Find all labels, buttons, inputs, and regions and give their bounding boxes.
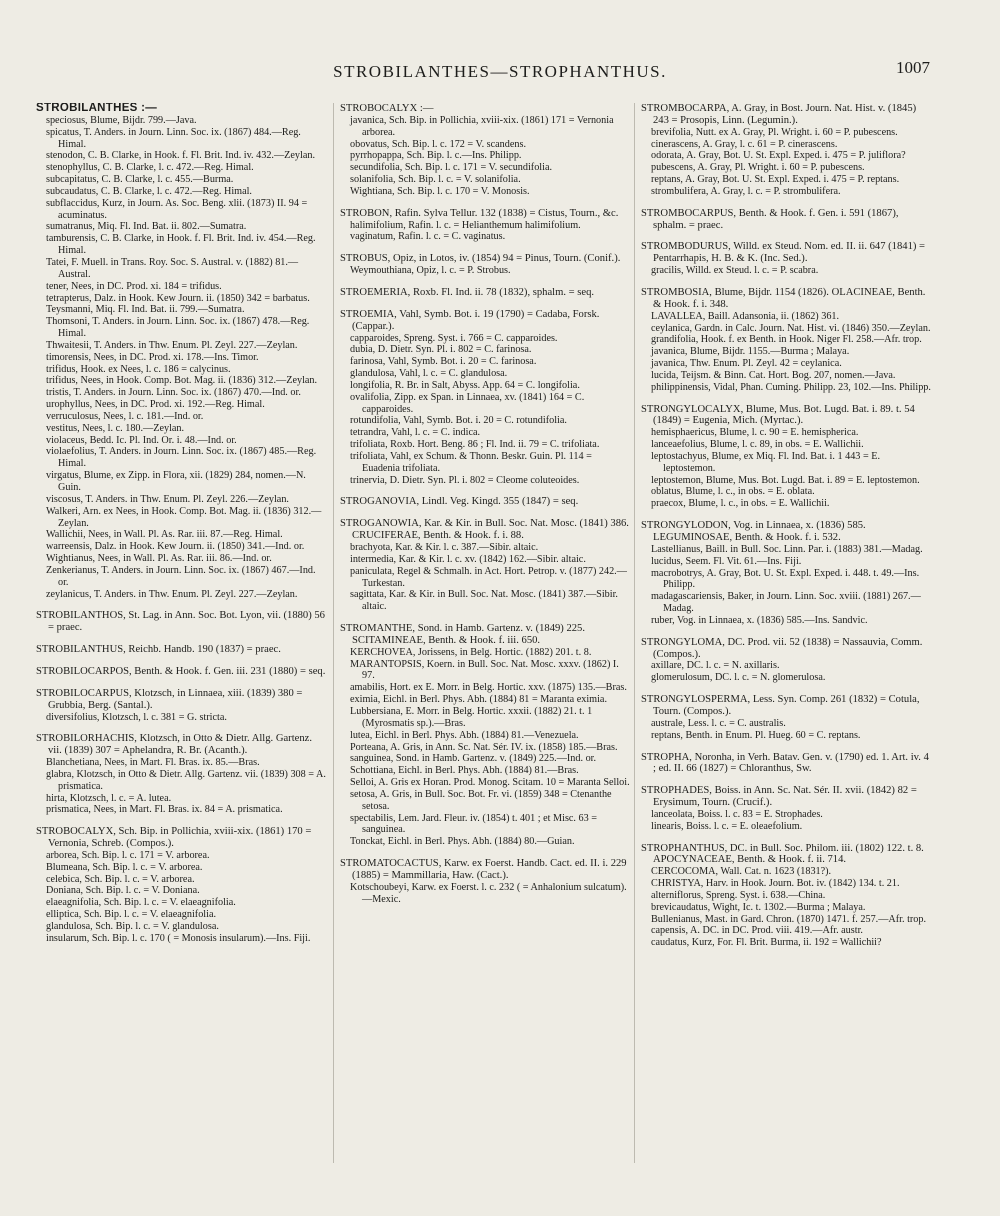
- species-entry: Weymouthiana, Opiz, l. c. = P. Strobus.: [350, 265, 511, 277]
- species-entry: KERCHOVEA, Jorissens, in Belg. Hortic. (1882) 201. t. 8.: [350, 646, 592, 658]
- species-entry: tristis, T. Anders. in Journ. Linn. Soc. ix. (1867) 470.—Ind. or.: [46, 387, 301, 399]
- species-entry: subcapitatus, C. B. Clarke, l. c. 455.—Burma.: [46, 174, 234, 186]
- genus-entry: STROEMERIA, Roxb. Fl. Ind. ii. 78 (1832), sphalm. = seq.: [340, 286, 595, 298]
- species-entry: lutea, Eichl. in Berl. Phys. Abh. (1884) 81.—Venezuela.: [350, 729, 579, 741]
- species-entry: praecox, Blume, l. c., in obs. = E. Wallichii.: [651, 498, 830, 510]
- species-entry: javanica, Sch. Bip. in Pollichia, xviii-xix. (1861) 171 = Vernonia arborea.: [350, 114, 614, 138]
- species-entry: alterniflorus, Spreng. Syst. i. 638.—China.: [651, 889, 826, 901]
- species-entry: reptans, A. Gray, Bot. U. St. Expl. Exped. i. 475 = P. reptans.: [651, 174, 900, 186]
- species-entry: eximia, Eichl. in Berl. Phys. Abh. (1884) 81 = Maranta eximia.: [350, 694, 607, 706]
- species-entry: Tonckat, Eichl. in Berl. Phys. Abh. (1884) 80.—Guian.: [350, 836, 575, 848]
- species-entry: farinosa, Vahl, Symb. Bot. i. 20 = C. farinosa.: [350, 356, 537, 368]
- species-entry: trifoliata, Roxb. Hort. Beng. 86 ; Fl. Ind. ii. 79 = C. trifoliata.: [350, 439, 600, 451]
- species-entry: trifidus, Hook. ex Nees, l. c. 186 = calycinus.: [46, 363, 231, 375]
- species-entry: leptostachyus, Blume, ex Miq. Fl. Ind. Bat. i. 1 443 = E. leptostemon.: [651, 450, 881, 474]
- species-entry: brachyota, Kar. & Kir. l. c. 387.—Sibir. altaic.: [350, 542, 539, 553]
- species-entry: sumatranus, Miq. Fl. Ind. Bat. ii. 802.—Sumatra.: [46, 221, 247, 233]
- species-entry: odorata, A. Gray, Bot. U. St. Expl. Exped. i. 475 = P. juliflora?: [651, 150, 906, 162]
- species-entry: Blumeana, Sch. Bip. l. c. = V. arborea.: [46, 861, 203, 873]
- species-entry: CERCOCOMA, Wall. Cat. n. 1623 (1831?).: [651, 866, 832, 878]
- species-entry: spectabilis, Lem. Jard. Fleur. iv. (1854) t. 401 ; et Misc. 63 = sanguinea.: [350, 812, 598, 836]
- genus-entry: STROBUS, Opiz, in Lotos, iv. (1854) 94 = Pinus, Tourn. (Conif.).: [340, 253, 621, 265]
- page-number: 1007: [896, 58, 930, 77]
- species-entry: tetrapterus, Dalz. in Hook. Kew Journ. ii. (1850) 342 = barbatus.: [46, 292, 310, 304]
- species-entry: warreensis, Dalz. in Hook. Kew Journ. ii. (1850) 341.—Ind. or.: [46, 541, 305, 553]
- species-entry: subflaccidus, Kurz, in Journ. As. Soc. Beng. xlii. (1873) II. 94 = acuminatus.: [46, 197, 308, 221]
- species-entry: pyrrhopappa, Sch. Bip. l. c.—Ins. Philipp.: [350, 150, 522, 162]
- genus-heading: STROBILANTHES :—: [36, 103, 158, 114]
- species-entry: vaginatum, Rafin. l. c. = C. vaginatus.: [350, 231, 506, 243]
- species-entry: zeylanicus, T. Anders. in Thw. Enum. Pl. Zeyl. 227.—Zeylan.: [46, 588, 298, 600]
- genus-entry: STROGANOWIA, Kar. & Kir. in Bull. Soc. Nat. Mosc. (1841) 386. CRUCIFERAE, Benth. & Hook. f. i. 88.: [340, 518, 629, 542]
- species-entry: stenodon, C. B. Clarke, in Hook. f. Fl. Brit. Ind. iv. 432.—Zeylan.: [46, 150, 316, 162]
- species-entry: strombulifera, A. Gray, l. c. = P. strombulifera.: [651, 185, 841, 197]
- genus-entry: STRONGYLOMA, DC. Prod. vii. 52 (1838) = Nassauvia, Comm. (Compos.).: [641, 636, 923, 660]
- genus-entry: STROBOCALYX, Sch. Bip. in Pollichia, xviii-xix. (1861) 170 = Vernonia, Schreb. (Compos.).: [36, 826, 312, 850]
- species-entry: LAVALLEA, Baill. Adansonia, ii. (1862) 361.: [651, 310, 840, 322]
- species-entry: stenophyllus, C. B. Clarke, l. c. 472.—Reg. Himal.: [46, 162, 254, 174]
- species-entry: Teysmanni, Miq. Fl. Ind. Bat. ii. 799.—Sumatra.: [46, 304, 245, 316]
- species-entry: gracilis, Willd. ex Steud. l. c. = P. scabra.: [651, 265, 819, 277]
- species-entry: ceylanica, Gardn. in Calc. Journ. Nat. Hist. vi. (1846) 350.—Zeylan.: [651, 322, 931, 334]
- species-entry: virgatus, Blume, ex Zipp. in Flora, xii. (1829) 284, nomen.—N. Guin.: [46, 470, 306, 493]
- species-entry: rotundifolia, Vahl, Symb. Bot. i. 20 = C. rotundifolia.: [350, 415, 567, 427]
- species-entry: Lastellianus, Baill. in Bull. Soc. Linn. Par. i. (1883) 381.—Madag.: [651, 543, 923, 555]
- species-entry: reptans, Benth. in Enum. Pl. Hueg. 60 = C. reptans.: [651, 729, 861, 741]
- species-entry: glomerulosum, DC. l. c. = N. glomerulosa.: [651, 672, 826, 684]
- species-entry: amabilis, Hort. ex E. Morr. in Belg. Hortic. xxv. (1875) 135.—Bras.: [350, 682, 627, 694]
- species-entry: Walkeri, Arn. ex Nees, in Hook. Comp. Bot. Mag. ii. (1836) 312.—Zeylan.: [46, 505, 322, 529]
- species-entry: spicatus, T. Anders. in Journ. Linn. Soc. ix. (1867) 484.—Reg. Himal.: [46, 126, 301, 150]
- species-entry: sagittata, Kar. & Kir. in Bull. Soc. Nat. Mosc. (1841) 387.—Sibir. altaic.: [350, 589, 618, 613]
- species-entry: javanica, Blume, Bijdr. 1155.—Burma ; Malaya.: [651, 346, 850, 358]
- species-entry: obovatus, Sch. Bip. l. c. 172 = V. scandens.: [350, 138, 527, 150]
- genus-entry: STROMBODURUS, Willd. ex Steud. Nom. ed. II. ii. 647 (1841) = Pentarrhapis, H. B. & K. (Inc. Sed.).: [641, 241, 926, 265]
- species-entry: secundifolia, Sch. Bip. l. c. 171 = V. secundifolia.: [350, 162, 553, 174]
- species-entry: Kotschoubeyi, Karw. ex Foerst. l. c. 232 ( = Anhalonium sulcatum).—Mexic.: [350, 881, 627, 905]
- species-entry: Wallichii, Nees, in Wall. Pl. As. Rar. iii. 87.—Reg. Himal.: [46, 529, 283, 541]
- species-entry: tamburensis, C. B. Clarke, in Hook. f. Fl. Brit. Ind. iv. 454.—Reg. Himal.: [46, 233, 316, 257]
- species-entry: glandulosa, Vahl, l. c. = C. glandulosa.: [350, 368, 508, 380]
- genus-entry: STROMBOCARPUS, Benth. & Hook. f. Gen. i. 591 (1867), sphalm. = praec.: [641, 207, 899, 231]
- species-entry: elliptica, Sch. Bip. l. c. = V. elaeagnifolia.: [46, 909, 217, 921]
- species-entry: Wightiana, Sch. Bip. l. c. 170 = V. Monosis.: [350, 185, 530, 197]
- genus-entry: STROMBOCARPA, A. Gray, in Bost. Journ. Nat. Hist. v. (1845) 243 = Prosopis, Linn. (Legumin.).: [641, 103, 917, 126]
- species-entry: caudatus, Kurz, For. Fl. Brit. Burma, ii. 192 = Wallichii?: [651, 937, 882, 949]
- species-entry: Lubbersiana, E. Morr. in Belg. Hortic. xxxii. (1882) 21. t. 1 (Myrosmatis sp.).—Bras.: [350, 705, 593, 729]
- species-entry: sanguinea, Sond. in Hamb. Gartenz. v. (1849) 225.—Ind. or.: [350, 753, 597, 765]
- species-entry: javanica, Thw. Enum. Pl. Zeyl. 42 = ceylanica.: [651, 358, 842, 370]
- species-entry: axillare, DC. l. c. = N. axillaris.: [651, 660, 780, 672]
- species-entry: urophyllus, Nees, in DC. Prod. xi. 192.—Reg. Himal.: [46, 399, 265, 411]
- species-entry: cinerascens, A. Gray, l. c. 61 = P. cinerascens.: [651, 138, 838, 150]
- genus-entry: STRONGYLODON, Vog. in Linnaea, x. (1836) 585. LEGUMINOSAE, Benth. & Hook. f. i. 532.: [641, 520, 866, 543]
- species-entry: celebica, Sch. Bip. l. c. = V. arborea.: [46, 873, 195, 885]
- column-3: [641, 103, 933, 1183]
- species-entry: MARANTOPSIS, Koern. in Bull. Soc. Nat. Mosc. xxxv. (1862) I. 97.: [350, 658, 619, 682]
- species-entry: prismatica, Nees, in Mart. Fl. Bras. ix. 84 = A. prismatica.: [46, 804, 283, 816]
- species-entry: ovalifolia, Zipp. ex Span. in Linnaea, xv. (1841) 164 = C. capparoides.: [350, 391, 585, 415]
- species-entry: lucidus, Seem. Fl. Vit. 61.—Ins. Fiji.: [651, 555, 802, 567]
- species-entry: subcaudatus, C. B. Clarke, l. c. 472.—Reg. Himal.: [46, 185, 252, 197]
- species-entry: Blanchetiana, Nees, in Mart. Fl. Bras. ix. 85.—Bras.: [46, 757, 260, 769]
- species-entry: Thwaitesii, T. Anders. in Thw. Enum. Pl. Zeyl. 227.—Zeylan.: [46, 339, 298, 351]
- genus-entry: STRONGYLOCALYX, Blume, Mus. Bot. Lugd. Bat. i. 89. t. 54 (1849) = Eugenia, Mich. (Myrtac.).: [641, 403, 915, 427]
- species-entry: elaeagnifolia, Sch. Bip. l. c. = V. elaeagnifolia.: [46, 897, 236, 909]
- species-entry: ruber, Vog. in Linnaea, x. (1836) 585.—Ins. Sandvic.: [651, 614, 868, 626]
- species-entry: capensis, A. DC. in DC. Prod. viii. 419.—Afr. austr.: [651, 925, 863, 937]
- species-entry: oblatus, Blume, l. c., in obs. = E. oblata.: [651, 486, 815, 498]
- species-entry: paniculata, Regel & Schmalh. in Act. Hort. Petrop. v. (1877) 242.—Turkestan.: [350, 565, 627, 589]
- species-entry: lucida, Teijsm. & Binn. Cat. Hort. Bog. 207, nomen.—Java.: [651, 369, 896, 381]
- genus-entry: STROBON, Rafin. Sylva Tellur. 132 (1838) = Cistus, Tourn., &c.: [340, 207, 619, 219]
- species-entry: trifoliata, Vahl, ex Schum. & Thonn. Beskr. Guin. Pl. 114 = Euadenia trifoliata.: [350, 450, 592, 474]
- genus-entry: STROMBOSIA, Blume, Bijdr. 1154 (1826). OLACINEAE, Benth. & Hook. f. i. 348.: [641, 286, 926, 310]
- species-entry: Schottiana, Eichl. in Berl. Phys. Abh. (1884) 81.—Bras.: [350, 765, 579, 777]
- species-entry: timorensis, Nees, in DC. Prod. xi. 178.—Ins. Timor.: [46, 351, 259, 363]
- species-entry: philippinensis, Vidal, Phan. Cuming. Philipp. 23, 102.—Ins. Philipp.: [651, 381, 931, 393]
- species-entry: setosa, A. Gris, in Bull. Soc. Bot. Fr. vi. (1859) 348 = Ctenanthe setosa.: [350, 788, 612, 812]
- species-entry: linearis, Boiss. l. c. = E. oleaefolium.: [651, 820, 803, 832]
- species-entry: tener, Nees, in DC. Prod. xi. 184 = trifidus.: [46, 280, 222, 292]
- genus-entry: STROBILANTHOS, St. Lag. in Ann. Soc. Bot. Lyon, vii. (1880) 56 = praec.: [36, 610, 325, 634]
- species-entry: madagascariensis, Baker, in Journ. Linn. Soc. xviii. (1881) 267.—Madag.: [651, 591, 921, 615]
- species-entry: Selloi, A. Gris ex Horan. Prod. Monog. Scitam. 10 = Maranta Selloi.: [350, 777, 630, 789]
- column-rule: [634, 103, 635, 1163]
- genus-entry: STRONGYLOSPERMA, Less. Syn. Comp. 261 (1832) = Cotula, Tourn. (Compos.).: [641, 694, 920, 717]
- genus-entry: STROBILOCARPOS, Benth. & Hook. f. Gen. iii. 231 (1880) = seq.: [36, 665, 326, 677]
- species-entry: verruculosus, Nees, l. c. 181.—Ind. or.: [46, 410, 204, 422]
- species-entry: insularum, Sch. Bip. l. c. 170 ( = Monosis insularum).—Ins. Fiji.: [46, 932, 311, 944]
- species-entry: Tatei, F. Muell. in Trans. Roy. Soc. S. Austral. v. (1882) 81.—Austral.: [46, 256, 299, 280]
- species-entry: tetrandra, Vahl, l. c. = C. indica.: [350, 427, 481, 439]
- species-entry: hemisphaericus, Blume, l. c. 90 = E. hemispherica.: [651, 427, 859, 439]
- species-entry: glabra, Klotzsch, in Otto & Dietr. Allg. Gartenz. vii. (1839) 308 = A. prismatica.: [46, 768, 326, 792]
- species-entry: trinervia, D. Dietr. Syn. Pl. i. 802 = Cleome coluteoides.: [350, 474, 580, 486]
- species-entry: speciosus, Blume, Bijdr. 799.—Java.: [46, 114, 197, 126]
- genus-entry: STROMANTHE, Sond. in Hamb. Gartenz. v. (1849) 225. SCITAMINEAE, Benth. & Hook. f. iii. 650.: [340, 623, 586, 646]
- genus-entry: STROBILOCARPUS, Klotzsch, in Linnaea, xiii. (1839) 380 = Grubbia, Berg. (Santal.).: [36, 687, 303, 711]
- species-entry: capparoides, Spreng. Syst. i. 766 = C. capparoides.: [350, 332, 558, 344]
- species-entry: lanceolata, Boiss. l. c. 83 = E. Strophades.: [651, 808, 823, 820]
- species-entry: macrobotrys, A. Gray, Bot. U. St. Expl. Exped. i. 448. t. 49.—Ins. Philipp.: [651, 567, 920, 591]
- species-entry: Zenkerianus, T. Anders. in Journ. Linn. Soc. ix. (1867) 467.—Ind. or.: [46, 564, 316, 588]
- species-entry: brevicaudatus, Wight, Ic. t. 1302.—Burma ; Malaya.: [651, 901, 866, 913]
- species-entry: vestitus, Nees, l. c. 180.—Zeylan.: [46, 422, 185, 434]
- species-entry: dubia, D. Dietr. Syn. Pl. i. 802 = C. farinosa.: [350, 344, 532, 356]
- species-entry: Thomsoni, T. Anders. in Journ. Linn. Soc. ix. (1867) 478.—Reg. Himal.: [46, 316, 310, 340]
- genus-entry: STROBILANTHUS, Reichb. Handb. 190 (1837) = praec.: [36, 644, 281, 656]
- species-entry: hirta, Klotzsch, l. c. = A. lutea.: [46, 792, 172, 804]
- species-entry: lanceaefolius, Blume, l. c. 89, in obs. = E. Wallichii.: [651, 439, 864, 451]
- genus-entry: STROMATOCACTUS, Karw. ex Foerst. Handb. Cact. ed. II. i. 229 (1885) = Mammillaria, Haw. (Cact.).: [340, 858, 627, 881]
- species-entry: Wightianus, Nees, in Wall. Pl. As. Rar. iii. 86.—Ind. or.: [46, 553, 272, 565]
- genus-entry: STROPHADES, Boiss. in Ann. Sc. Nat. Sér. II. xvii. (1842) 82 = Erysimum, Tourn. (Crucif.).: [641, 785, 917, 809]
- species-entry: intermedia, Kar. & Kir. l. c. xv. (1842) 162.—Sibir. altaic.: [350, 553, 586, 565]
- column-rule: [333, 103, 334, 1163]
- column-2: [340, 103, 632, 1183]
- species-entry: viscosus, T. Anders. in Thw. Enum. Pl. Zeyl. 226.—Zeylan.: [46, 493, 289, 505]
- species-entry: diversifolius, Klotzsch, l. c. 381 = G. stricta.: [46, 711, 227, 723]
- species-entry: arborea, Sch. Bip. l. c. 171 = V. arborea.: [46, 849, 210, 861]
- species-entry: australe, Less. l. c. = C. australis.: [651, 717, 786, 729]
- species-entry: brevifolia, Nutt. ex A. Gray, Pl. Wright. i. 60 = P. pubescens.: [651, 126, 898, 138]
- species-entry: CHRISTYA, Harv. in Hook. Journ. Bot. iv. (1842) 134. t. 21.: [651, 878, 900, 890]
- genus-entry: STROPHANTHUS, DC. in Bull. Soc. Philom. iii. (1802) 122. t. 8. APOCYNACEAE, Benth. & Hook. f. ii. 714.: [641, 842, 924, 866]
- species-entry: grandifolia, Hook. f. ex Benth. in Hook. Niger Fl. 258.—Afr. trop.: [651, 334, 922, 346]
- genus-entry: STROPHA, Noronha, in Verh. Batav. Gen. v. (1790) ed. 1. Art. iv. 4 ; ed. II. 66 (1827) = Chloranthus, Sw.: [641, 751, 929, 775]
- running-head: STROBILANTHES—STROPHANTHUS.: [333, 62, 667, 81]
- species-entry: Doniana, Sch. Bip. l. c. = V. Doniana.: [46, 885, 200, 897]
- species-entry: pubescens, A. Gray, Pl. Wright. i. 60 = P. pubescens.: [651, 162, 865, 174]
- genus-entry: STROBOCALYX :—: [340, 103, 434, 114]
- species-entry: Porteana, A. Gris, in Ann. Sc. Nat. Sér. IV. ix. (1858) 185.—Bras.: [350, 741, 618, 753]
- genus-entry: STROBILORHACHIS, Klotzsch, in Otto & Dietr. Allg. Gartenz. vii. (1839) 307 = Aphelandra, R. Br. (Acanth.).: [36, 733, 313, 757]
- genus-entry: STROGANOVIA, Lindl. Veg. Kingd. 355 (1847) = seq.: [340, 496, 579, 508]
- species-entry: solanifolia, Sch. Bip. l. c. = V. solanifolia.: [350, 174, 521, 186]
- column-1: [36, 103, 328, 1183]
- genus-entry: STROEMIA, Vahl, Symb. Bot. i. 19 (1790) = Cadaba, Forsk. (Cappar.).: [340, 308, 600, 332]
- species-entry: Bullenianus, Mast. in Gard. Chron. (1870) 1471. f. 257.—Afr. trop.: [651, 913, 927, 925]
- species-entry: halimifolium, Rafin. l. c. = Helianthemum halimifolium.: [350, 219, 581, 231]
- species-entry: trifidus, Nees, in Hook. Comp. Bot. Mag. ii. (1836) 312.—Zeylan.: [46, 375, 318, 387]
- species-entry: violaefolius, T. Anders. in Journ. Linn. Soc. ix. (1867) 485.—Reg. Himal.: [46, 446, 317, 470]
- species-entry: longifolia, R. Br. in Salt, Abyss. App. 64 = C. longifolia.: [350, 379, 580, 391]
- species-entry: violaceus, Bedd. Ic. Pl. Ind. Or. i. 48.—Ind. or.: [46, 434, 237, 446]
- species-entry: glandulosa, Sch. Bip. l. c. = V. glandulosa.: [46, 921, 219, 932]
- species-entry: leptostemon, Blume, Mus. Bot. Lugd. Bat. i. 89 = E. leptostemon.: [651, 474, 920, 486]
